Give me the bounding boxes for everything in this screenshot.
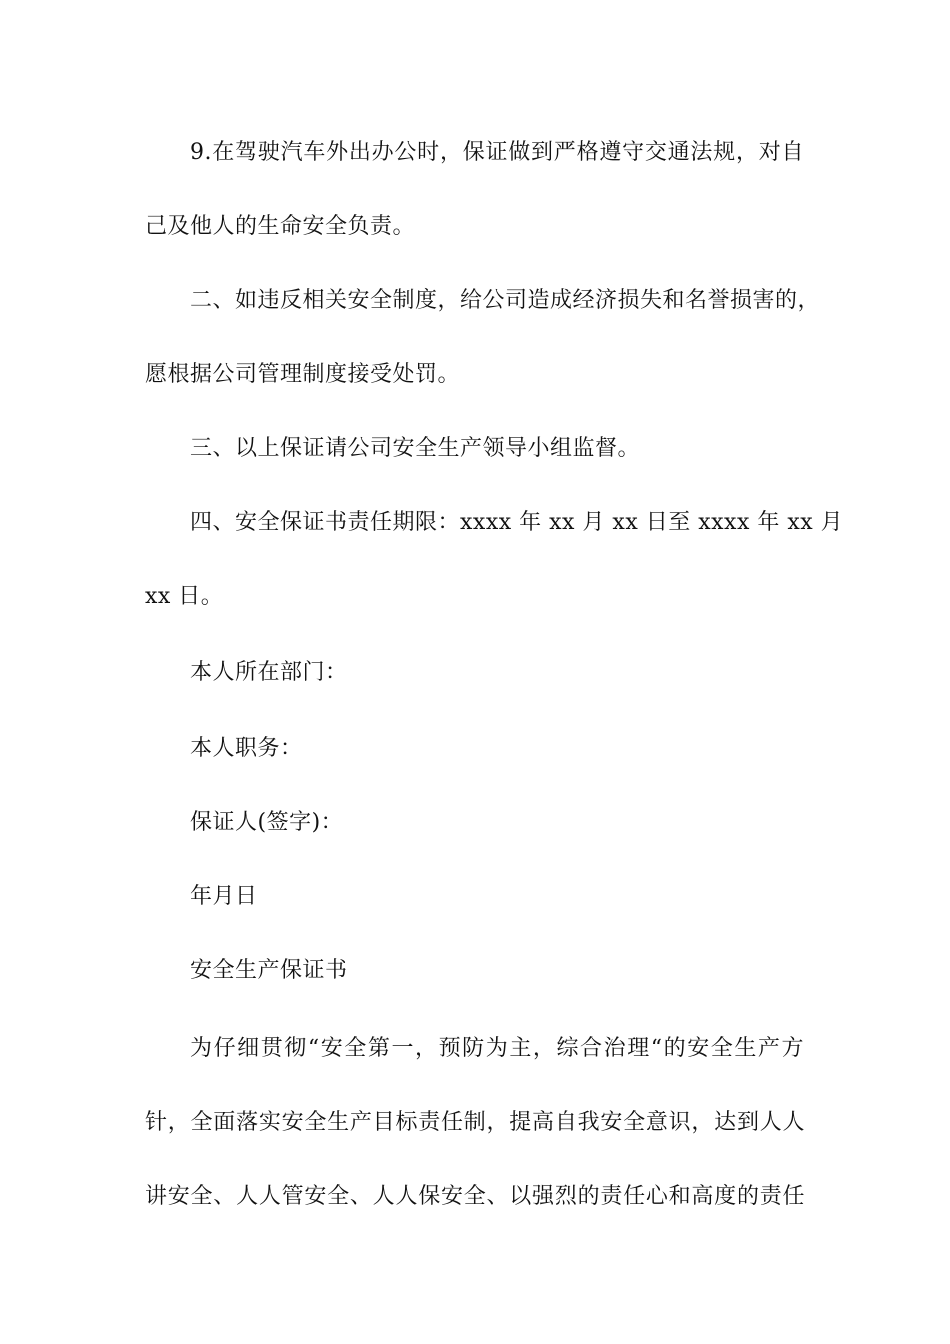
paragraph-line: 四、安全保证书责任期限：xxxx 年 xx 月 xx 日至 xxxx 年 xx 月 [190, 510, 844, 535]
paragraph-line: 三、以上保证请公司安全生产领导小组监督。 [190, 436, 641, 461]
date-label: 年月日 [190, 884, 258, 909]
paragraph-line: 为仔细贯彻“安全第一，预防为主，综合治理“的安全生产方 [190, 1036, 804, 1061]
paragraph-line: 二、如违反相关安全制度，给公司造成经济损失和名誉损害的， [190, 288, 821, 313]
paragraph-line: 针，全面落实安全生产目标责任制，提高自我安全意识，达到人人 [145, 1110, 805, 1135]
paragraph-line: 愿根据公司管理制度接受处罚。 [145, 362, 461, 387]
section-title: 安全生产保证书 [190, 958, 348, 983]
paragraph-line: xx 日。 [145, 584, 224, 609]
paragraph-line: 己及他人的生命安全负责。 [145, 214, 416, 239]
paragraph-line: 9.在驾驶汽车外出办公时，保证做到严格遵守交通法规，对自 [190, 140, 804, 165]
paragraph-line: 讲安全、人人管安全、人人保安全、以强烈的责任心和高度的责任 [145, 1184, 805, 1209]
department-label: 本人所在部门： [190, 660, 348, 685]
position-label: 本人职务： [190, 736, 303, 761]
signature-label: 保证人(签字)： [190, 810, 344, 835]
